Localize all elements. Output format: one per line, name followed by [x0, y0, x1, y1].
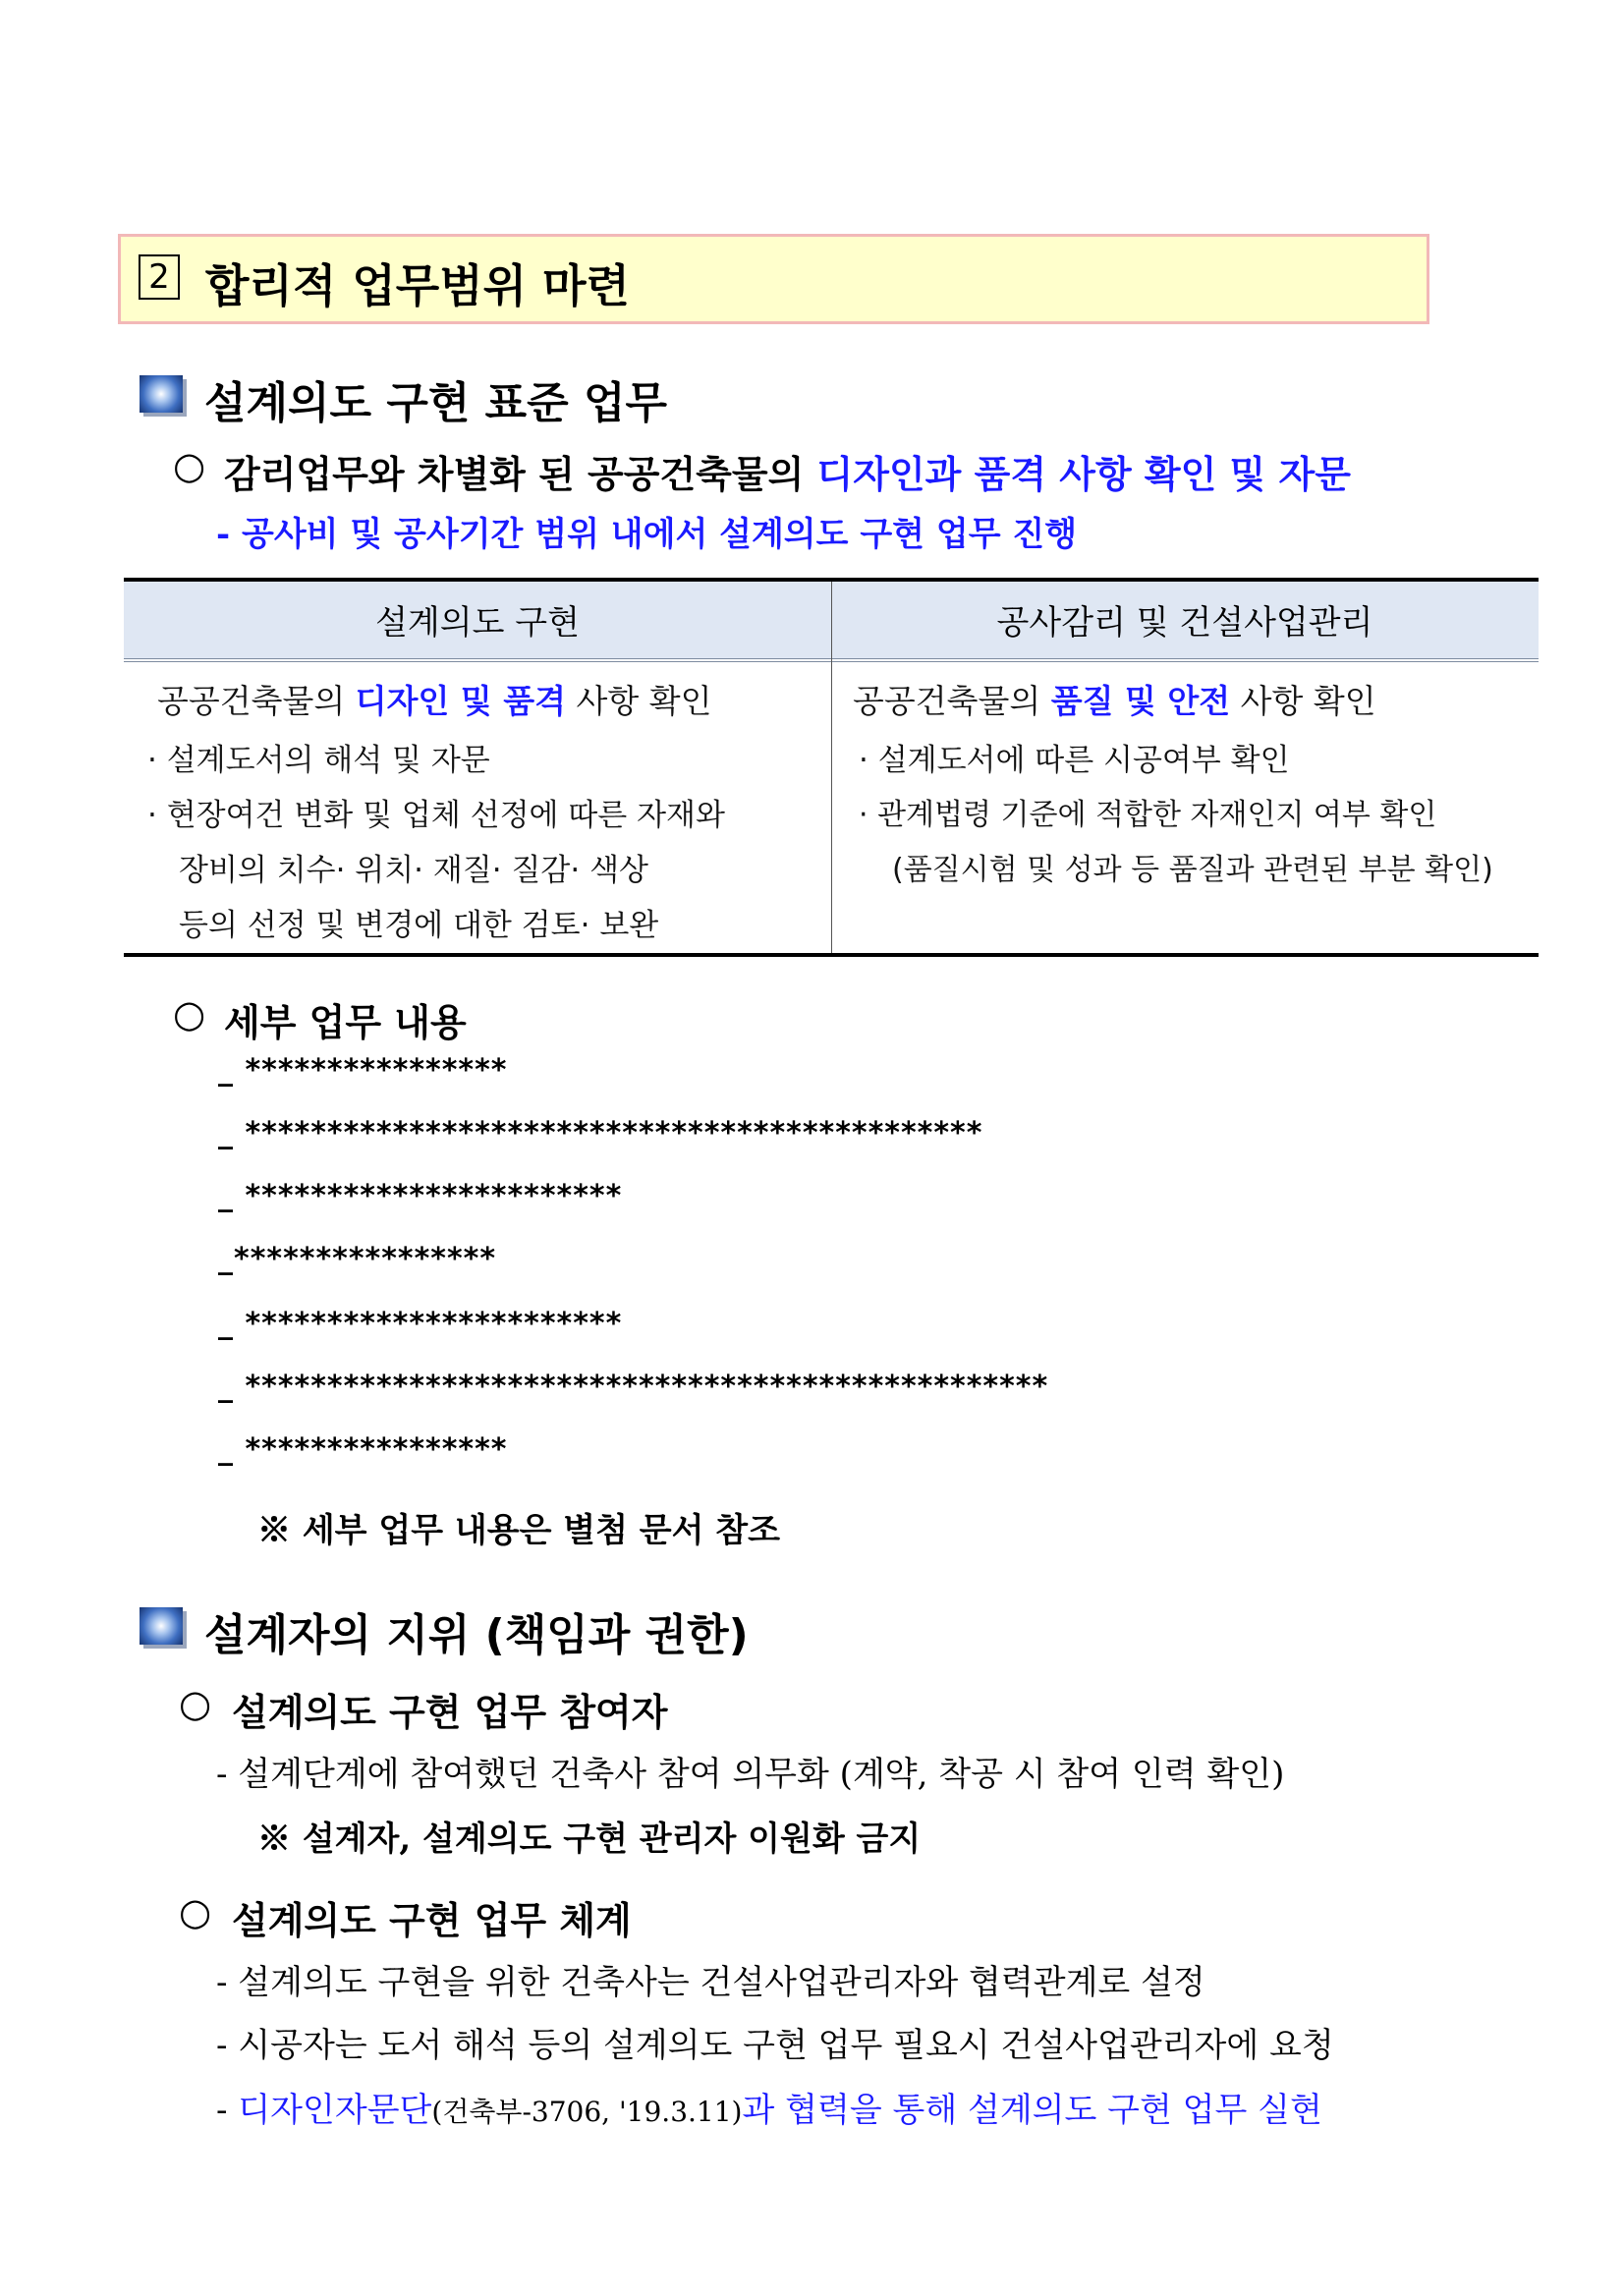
left-item: · 현장여건 변화 및 업체 선정에 따른 자재와 — [147, 798, 725, 833]
section2-bullet1: 설계의도 구현 업무 참여자 — [232, 1691, 668, 1734]
left-item: 장비의 치수· 위치· 재질· 질감· 색상 — [179, 853, 648, 888]
left-item: 등의 선정 및 변경에 대한 검토· 보완 — [179, 908, 659, 943]
section2-heading: 설계자의 지위 (책임과 권한) — [204, 1610, 749, 1660]
section2-note1: ※ 설계자, 설계의도 구현 관리자 이원화 금지 — [257, 1820, 922, 1859]
bullet1-text-blue: 디자인과 품격 사항 확인 및 자문 — [816, 453, 1351, 496]
dash-marker: - — [216, 515, 231, 554]
circle-bullet-icon: ○ — [179, 1682, 212, 1725]
detail-line: _ ********************************************* — [218, 1116, 983, 1150]
right-lead-suffix: 사항 확인 — [1240, 682, 1376, 720]
section2-dash2: - 설계의도 구현을 위한 건축사는 건설사업관리자와 협력관계로 설정 — [216, 1963, 1205, 2002]
detail-line: _**************** — [218, 1242, 497, 1276]
section1-heading: 설계의도 구현 표준 업무 — [204, 378, 667, 428]
dash4-blue1: 디자인자문단 — [238, 2091, 432, 2130]
bullet1-text-plain: 감리업무와 차별화 된 공공건축물의 — [224, 453, 805, 496]
section1-bullet1 — [224, 444, 1351, 498]
detail-line: _ *********************** — [218, 1307, 623, 1341]
section-title: 합리적 업무범위 마련 — [205, 259, 630, 312]
detail-line: _ **************** — [218, 1053, 508, 1088]
table-header-design-intent: 설계의도 구현 — [375, 603, 580, 643]
detail-line: _ *********************** — [218, 1179, 623, 1213]
dash4-reference: (건축부-3706, '19.3.11) — [431, 2096, 743, 2128]
section1-dash1 — [216, 507, 1077, 555]
table-header-supervision: 공사감리 및 건설사업관리 — [996, 603, 1373, 643]
right-item: · 관계법령 기준에 적합한 자재인지 여부 확인 — [859, 798, 1437, 832]
detail-note: ※ 세부 업무 내용은 별첨 문서 참조 — [257, 1511, 780, 1550]
detail-line: _ ************************************************* — [218, 1370, 1049, 1404]
left-lead-suffix: 사항 확인 — [576, 682, 712, 720]
section2-dash1: - 설계단계에 참여했던 건축사 참여 의무화 (계약, 착공 시 참여 인력 확인) — [216, 1755, 1285, 1794]
right-lead-blue: 품질 및 안전 — [1050, 682, 1231, 720]
right-lead-prefix: 공공건축물의 — [853, 682, 1041, 720]
section1-bullet2: 세부 업무 내용 — [224, 1001, 467, 1044]
left-item: · 설계도서의 해석 및 자문 — [147, 743, 490, 778]
table-bottom-rule — [124, 953, 1539, 957]
circle-bullet-icon: ○ — [173, 992, 206, 1036]
dash4-blue2: 과 협력을 통해 설계의도 구현 업무 실현 — [742, 2091, 1322, 2130]
detail-line: _ **************** — [218, 1432, 508, 1467]
circle-bullet-icon: ○ — [173, 444, 206, 487]
section-number: 2 — [139, 254, 180, 300]
left-lead-blue: 디자인 및 품격 — [355, 682, 567, 720]
section2-dash3: - 시공자는 도서 해석 등의 설계의도 구현 업무 필요시 건설사업관리자에 요청 — [216, 2026, 1334, 2065]
right-lead — [853, 676, 1376, 722]
right-item: · 설계도서에 따른 시공여부 확인 — [859, 743, 1290, 778]
comparison-table — [124, 578, 1539, 957]
square-bullet-icon — [140, 1607, 183, 1645]
section2-bullet2: 설계의도 구현 업무 체계 — [232, 1899, 632, 1942]
section-title-box — [118, 234, 1429, 324]
circle-bullet-icon: ○ — [179, 1890, 212, 1933]
left-lead-prefix: 공공건축물의 — [157, 682, 346, 720]
left-lead — [157, 676, 712, 722]
section2-dash4 — [216, 2083, 1322, 2131]
right-item: (품질시험 및 성과 등 품질과 관련된 부분 확인) — [892, 853, 1493, 887]
square-bullet-icon — [140, 375, 183, 413]
dash-marker: - — [216, 2091, 228, 2130]
dash1-text: 공사비 및 공사기간 범위 내에서 설계의도 구현 업무 진행 — [241, 515, 1078, 554]
